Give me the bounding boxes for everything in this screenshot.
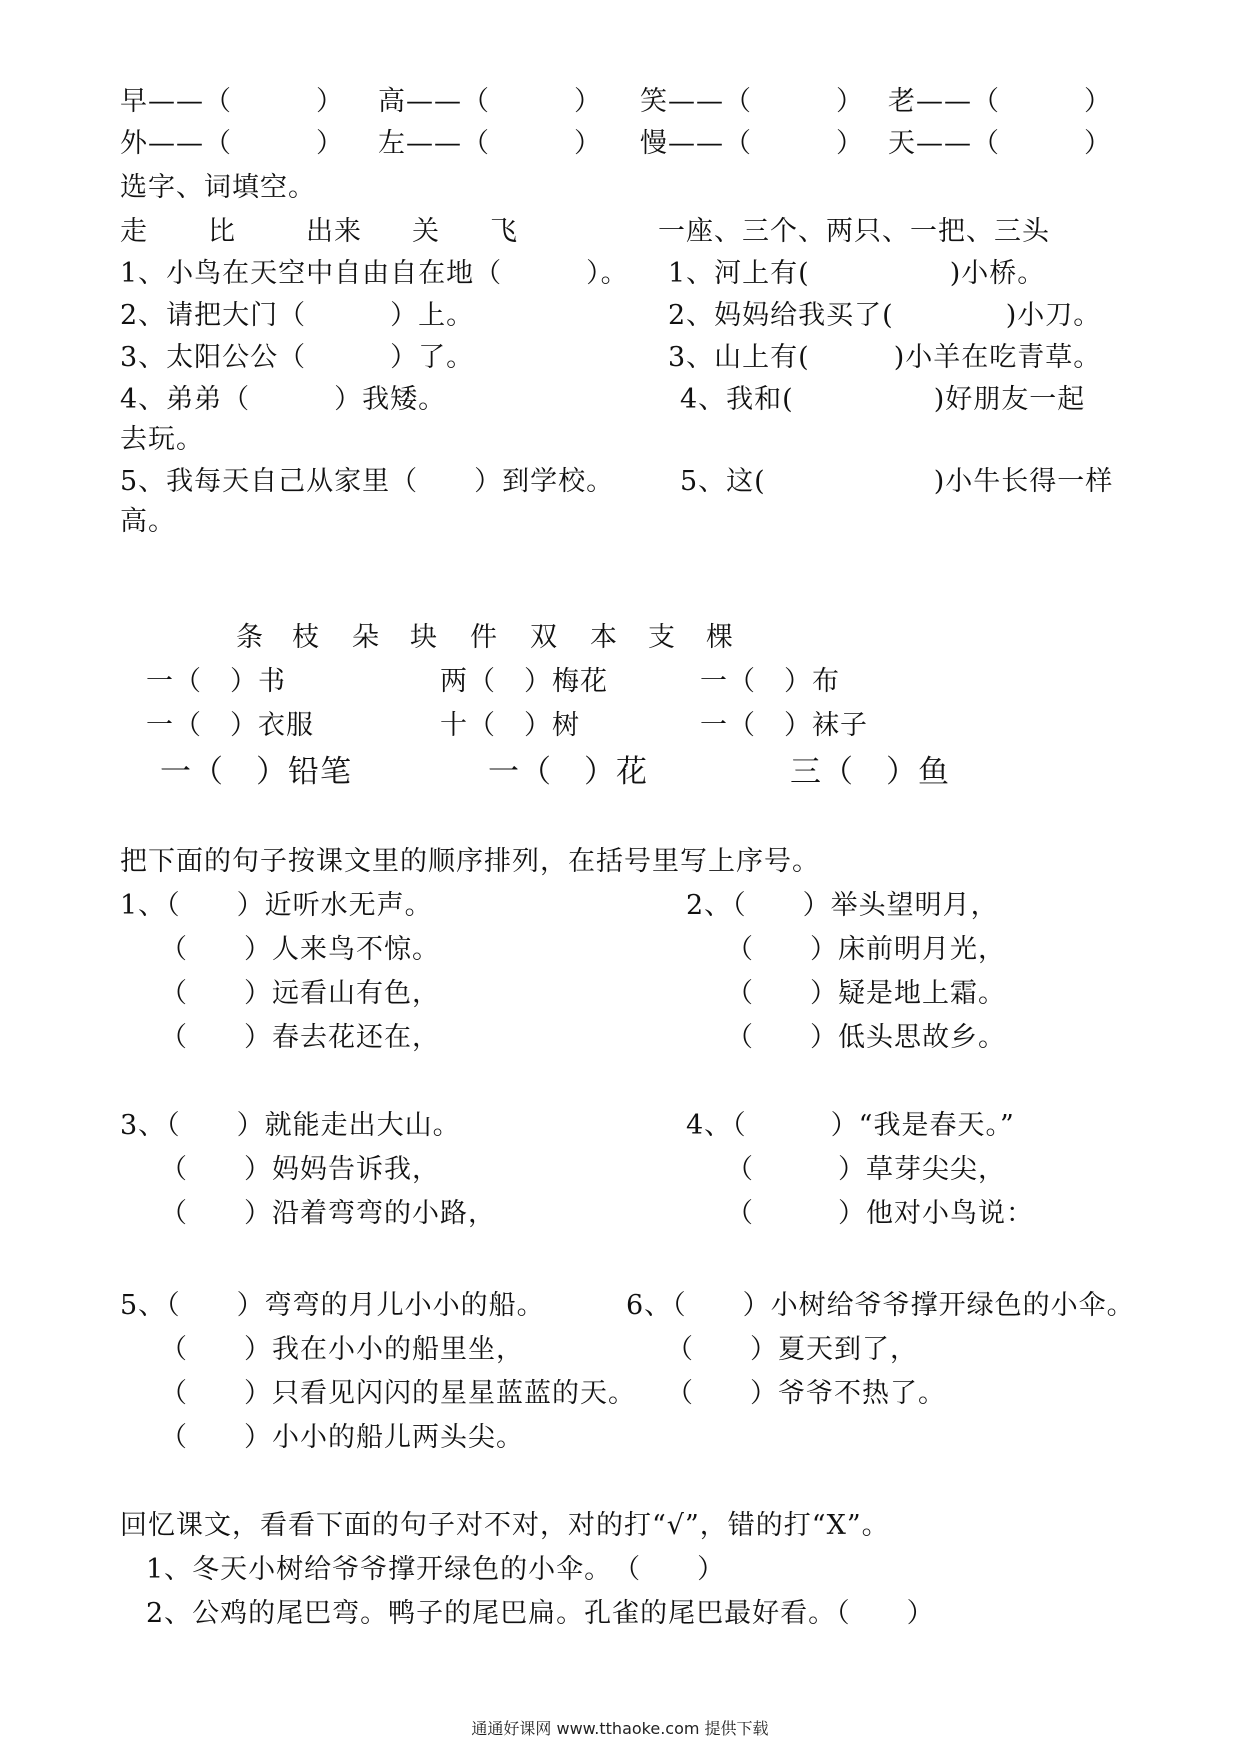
measure-word: 支 <box>648 622 676 653</box>
order-line: （ ）小小的船儿两头尖。 <box>160 1422 524 1453</box>
fill-title: 选字、词填空。 <box>120 172 316 203</box>
measure-item: 三（ ）鱼 <box>790 754 950 790</box>
bank-word: 走 <box>120 216 148 247</box>
order-line: （ ）低头思故乡。 <box>726 1022 1006 1053</box>
order-line: （ ）草芽尖尖， <box>726 1154 1006 1185</box>
measure-item: 一（ ）书 <box>146 666 286 697</box>
order-line: 1、（ ）近听水无声。 <box>120 890 433 921</box>
order-line: 5、（ ）弯弯的月儿小小的船。 <box>120 1290 545 1321</box>
measure-word: 枝 <box>292 622 320 653</box>
order-line: （ ）爷爷不热了。 <box>666 1378 946 1409</box>
fill-right-4: 4、我和( )好朋友一起 <box>680 384 1086 415</box>
order-line: （ ）疑是地上霜。 <box>726 978 1006 1009</box>
antonym-5: 外——（ ） <box>120 128 344 159</box>
measure-word: 朵 <box>352 622 380 653</box>
order-line: （ ）只看见闪闪的星星蓝蓝的天。 <box>160 1378 636 1409</box>
bank-word: 飞 <box>490 216 518 247</box>
bank-word: 出来 <box>306 216 362 247</box>
antonym-6: 左——（ ） <box>378 128 602 159</box>
judge-item: 2、公鸡的尾巴弯。鸭子的尾巴扁。孔雀的尾巴最好看。（ ） <box>146 1598 935 1629</box>
fill-right-3: 3、山上有( )小羊在吃青草。 <box>668 342 1102 373</box>
antonym-4: 老——（ ） <box>888 86 1112 117</box>
measure-word: 条 <box>236 622 264 653</box>
measure-item: 一（ ）花 <box>488 754 648 790</box>
order-line: （ ）妈妈告诉我， <box>160 1154 440 1185</box>
antonym-7: 慢——（ ） <box>640 128 864 159</box>
measure-word: 棵 <box>706 622 734 653</box>
order-line: （ ）沿着弯弯的小路， <box>160 1198 496 1229</box>
fill-left-3: 3、太阳公公（ ）了。 <box>120 342 475 373</box>
fill-left-2: 2、请把大门（ ）上。 <box>120 300 475 331</box>
order-line: （ ）春去花还在， <box>160 1022 440 1053</box>
order-line: （ ）人来鸟不惊。 <box>160 934 440 965</box>
antonym-3: 笑——（ ） <box>640 86 864 117</box>
measure-word: 本 <box>590 622 618 653</box>
measure-item: 十（ ）树 <box>440 710 580 741</box>
order-title: 把下面的句子按课文里的顺序排列，在括号里写上序号。 <box>120 846 820 877</box>
footer: 通通好课网 www.tthaoke.com 提供下载 <box>471 1719 769 1738</box>
antonym-2: 高——（ ） <box>378 86 602 117</box>
order-line: （ ）我在小小的船里坐， <box>160 1334 524 1365</box>
fill-left-4: 4、弟弟（ ）我矮。 <box>120 384 447 415</box>
measure-word: 块 <box>410 622 438 653</box>
order-line: （ ）远看山有色， <box>160 978 440 1009</box>
bank-quantifiers: 一座、三个、两只、一把、三头 <box>658 216 1050 247</box>
measure-item: 一（ ）衣服 <box>146 710 314 741</box>
measure-word: 件 <box>470 622 498 653</box>
fill-left-1: 1、小鸟在天空中自由自在地（ ）。 <box>120 258 629 289</box>
bank-word: 比 <box>208 216 236 247</box>
measure-item: 一（ ）袜子 <box>700 710 868 741</box>
order-line: 6、（ ）小树给爷爷撑开绿色的小伞。 <box>626 1290 1135 1321</box>
order-line: （ ）他对小鸟说： <box>726 1198 1034 1229</box>
judge-title: 回忆课文，看看下面的句子对不对，对的打“√”，错的打“X”。 <box>120 1510 890 1541</box>
fill-right-5: 5、这( )小牛长得一样 <box>680 466 1114 497</box>
fill-right-2: 2、妈妈给我买了( )小刀。 <box>668 300 1102 331</box>
measure-word: 双 <box>530 622 558 653</box>
measure-item: 一（ ）布 <box>700 666 840 697</box>
order-line: （ ）夏天到了， <box>666 1334 918 1365</box>
bank-word: 关 <box>412 216 440 247</box>
fill-left-5: 5、我每天自己从家里（ ）到学校。 <box>120 466 615 497</box>
order-line: 2、（ ）举头望明月， <box>686 890 999 921</box>
order-line: 3、（ ）就能走出大山。 <box>120 1110 461 1141</box>
measure-item: 一（ ）铅笔 <box>160 754 352 790</box>
fill-right-1: 1、河上有( )小桥。 <box>668 258 1046 289</box>
fill-wrap-5: 高。 <box>120 506 176 537</box>
antonym-8: 天——（ ） <box>888 128 1112 159</box>
fill-wrap-4: 去玩。 <box>120 424 204 455</box>
measure-item: 两（ ）梅花 <box>440 666 608 697</box>
judge-item: 1、冬天小树给爷爷撑开绿色的小伞。 （ ） <box>146 1554 726 1585</box>
order-line: （ ）床前明月光， <box>726 934 1006 965</box>
antonym-1: 早——（ ） <box>120 86 344 117</box>
order-line: 4、（ ）“我是春天。” <box>686 1110 1015 1141</box>
